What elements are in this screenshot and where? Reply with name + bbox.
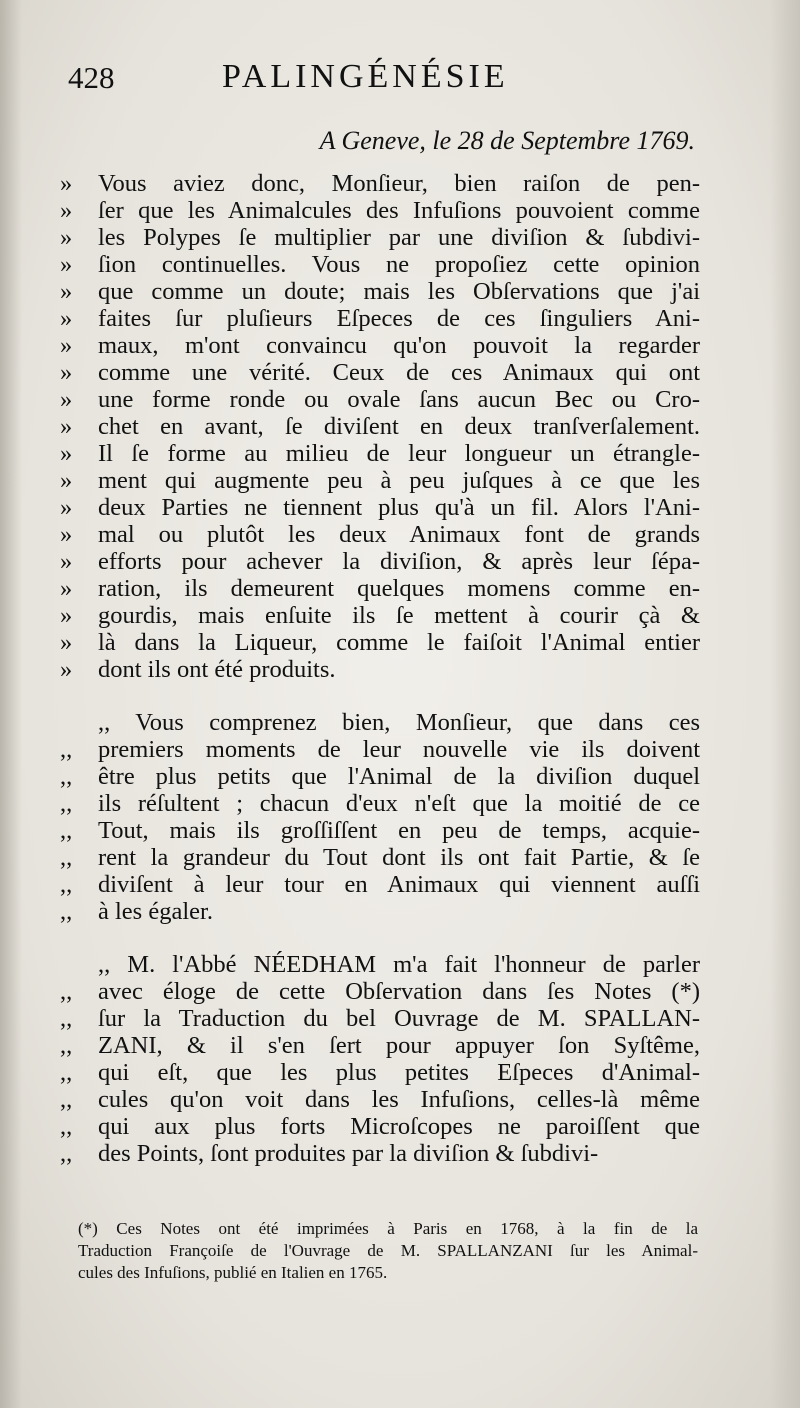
line-text: maux, m'ont convaincu qu'on pouvoit la regarder (98, 332, 700, 359)
text-line (60, 305, 700, 332)
line-text: ſur la Traduction du bel Ouvrage de M. SPALLAN- (98, 1005, 700, 1032)
line-text: qui eſt, que les plus petites Eſpeces d'Animal- (98, 1059, 700, 1086)
quote-mark: ,, (60, 790, 73, 817)
paragraph (60, 170, 700, 683)
line-text: gourdis, mais enſuite ils ſe mettent à courir çà & (98, 602, 700, 629)
quote-mark: » (60, 197, 73, 224)
line-text: ,, M. l'Abbé NÉEDHAM m'a fait l'honneur de parler (98, 951, 700, 978)
text-line (60, 170, 700, 197)
text-line (60, 898, 700, 925)
line-text: Tout, mais ils groſſiſſent en peu de temps, acquie- (98, 817, 700, 844)
quote-mark: » (60, 332, 73, 359)
text-line (60, 1032, 700, 1059)
line-text: ſion continuelles. Vous ne propoſiez cette opinion (98, 251, 700, 278)
quote-mark: ,, (60, 871, 73, 898)
text-line (60, 1086, 700, 1113)
text-line (60, 736, 700, 763)
footnote (78, 1218, 698, 1284)
line-text: efforts pour achever la diviſion, & après leur ſépa- (98, 548, 700, 575)
text-line (60, 656, 700, 683)
line-text: comme une vérité. Ceux de ces Animaux qui ont (98, 359, 700, 386)
line-text: diviſent à leur tour en Animaux qui viennent auſſi (98, 871, 700, 898)
quote-mark: » (60, 251, 73, 278)
quote-mark: ,, (60, 978, 73, 1005)
line-text: ment qui augmente peu à peu juſques à ce que les (98, 467, 700, 494)
quote-mark: ,, (60, 844, 73, 871)
line-text: deux Parties ne tiennent plus qu'à un fil. Alors l'Ani- (98, 494, 700, 521)
line-text: ,, Vous comprenez bien, Monſieur, que dans ces (98, 709, 700, 736)
line-text: premiers moments de leur nouvelle vie ils doivent (98, 736, 700, 763)
line-text: à les égaler. (98, 898, 213, 925)
paragraph (60, 951, 700, 1167)
quote-mark: » (60, 224, 73, 251)
page-header (62, 54, 702, 102)
line-text: Vous aviez donc, Monſieur, bien raiſon de pen- (98, 170, 700, 197)
text-line (60, 1140, 700, 1167)
text-line (60, 521, 700, 548)
line-text: être plus petits que l'Animal de la diviſion duquel (98, 763, 700, 790)
text-line (60, 359, 700, 386)
quote-mark: » (60, 413, 73, 440)
quote-mark: » (60, 494, 73, 521)
quote-mark: » (60, 278, 73, 305)
quote-mark: ,, (60, 817, 73, 844)
text-line (60, 467, 700, 494)
footnote-line: cules des Infuſions, publié en Italien en 1765. (78, 1263, 388, 1282)
line-text: chet en avant, ſe diviſent en deux tranſverſalement. (98, 413, 700, 440)
paragraph (60, 709, 700, 925)
quote-mark: ,, (60, 1086, 73, 1113)
text-line (60, 278, 700, 305)
text-line (60, 1059, 700, 1086)
line-text: ZANI, & il s'en ſert pour appuyer ſon Syſtême, (98, 1032, 700, 1059)
line-text: rent la grandeur du Tout dont ils ont fait Partie, & ſe (98, 844, 700, 871)
line-text: qui aux plus forts Microſcopes ne paroiſſent que (98, 1113, 700, 1140)
line-text: là dans la Liqueur, comme le faiſoit l'Animal entier (98, 629, 700, 656)
text-line (60, 332, 700, 359)
text-line (60, 386, 700, 413)
text-line (60, 763, 700, 790)
quote-mark: » (60, 521, 73, 548)
line-text: ſer que les Animalcules des Infuſions pouvoient comme (98, 197, 700, 224)
text-line (60, 494, 700, 521)
quote-mark: » (60, 359, 73, 386)
page-number: 428 (68, 60, 115, 95)
text-line (60, 251, 700, 278)
text-line (60, 548, 700, 575)
text-line (60, 197, 700, 224)
text-line (60, 951, 700, 978)
body-text (60, 170, 700, 1167)
quote-mark (60, 709, 98, 736)
text-line (60, 709, 700, 736)
text-line (60, 440, 700, 467)
line-text: une forme ronde ou ovale ſans aucun Bec ou Cro- (98, 386, 700, 413)
quote-mark: » (60, 170, 73, 197)
text-line (60, 629, 700, 656)
quote-mark: ,, (60, 736, 73, 763)
line-text: faites ſur pluſieurs Eſpeces de ces ſinguliers Ani- (98, 305, 700, 332)
page-edge-shadow (770, 0, 800, 1408)
quote-mark: » (60, 548, 73, 575)
quote-mark: » (60, 386, 73, 413)
line-text: que comme un doute; mais les Obſervations que j'ai (98, 278, 700, 305)
quote-mark: » (60, 467, 73, 494)
quote-mark: ,, (60, 1140, 73, 1167)
text-line (60, 844, 700, 871)
quote-mark: ,, (60, 1059, 73, 1086)
quote-mark: » (60, 305, 73, 332)
quote-mark: ,, (60, 1032, 73, 1059)
quote-mark: ,, (60, 1113, 73, 1140)
line-text: des Points, ſont produites par la diviſion & ſubdivi- (98, 1140, 599, 1167)
line-text: Il ſe forme au milieu de leur longueur un étrangle- (98, 440, 700, 467)
text-line (60, 790, 700, 817)
footnote-line: Traduction Françoiſe de l'Ouvrage de M. SPALLANZANI ſur les Animal- (78, 1241, 698, 1260)
text-line (60, 1113, 700, 1140)
text-line (60, 817, 700, 844)
quote-mark: » (60, 575, 73, 602)
line-text: mal ou plutôt les deux Animaux font de grands (98, 521, 700, 548)
quote-mark: ,, (60, 898, 73, 925)
text-line (60, 575, 700, 602)
text-line (60, 602, 700, 629)
quote-mark: » (60, 440, 73, 467)
text-line (60, 871, 700, 898)
quote-mark: ,, (60, 1005, 73, 1032)
quote-mark (60, 951, 98, 978)
footnote-line: (*) Ces Notes ont été imprimées à Paris en 1768, à la fin de la (78, 1219, 698, 1238)
line-text: ration, ils demeurent quelques momens comme en- (98, 575, 700, 602)
line-text: avec éloge de cette Obſervation dans ſes Notes (*) (98, 978, 700, 1005)
line-text: dont ils ont été produits. (98, 656, 336, 683)
quote-mark: » (60, 629, 73, 656)
letter-dateline: A Geneve, le 28 de Septembre 1769. (319, 126, 695, 155)
quote-mark: » (60, 656, 73, 683)
running-title: PALINGÉNÉSIE (222, 58, 509, 95)
text-line (60, 224, 700, 251)
quote-mark: » (60, 602, 73, 629)
text-line (60, 413, 700, 440)
line-text: les Polypes ſe multiplier par une diviſion & ſubdivi- (98, 224, 700, 251)
text-line (60, 978, 700, 1005)
text-line (60, 1005, 700, 1032)
page-gutter-shadow (0, 0, 22, 1408)
line-text: cules qu'on voit dans les Infuſions, celles-là même (98, 1086, 700, 1113)
quote-mark: ,, (60, 763, 73, 790)
line-text: ils réſultent ; chacun d'eux n'eſt que la moitié de ce (98, 790, 700, 817)
